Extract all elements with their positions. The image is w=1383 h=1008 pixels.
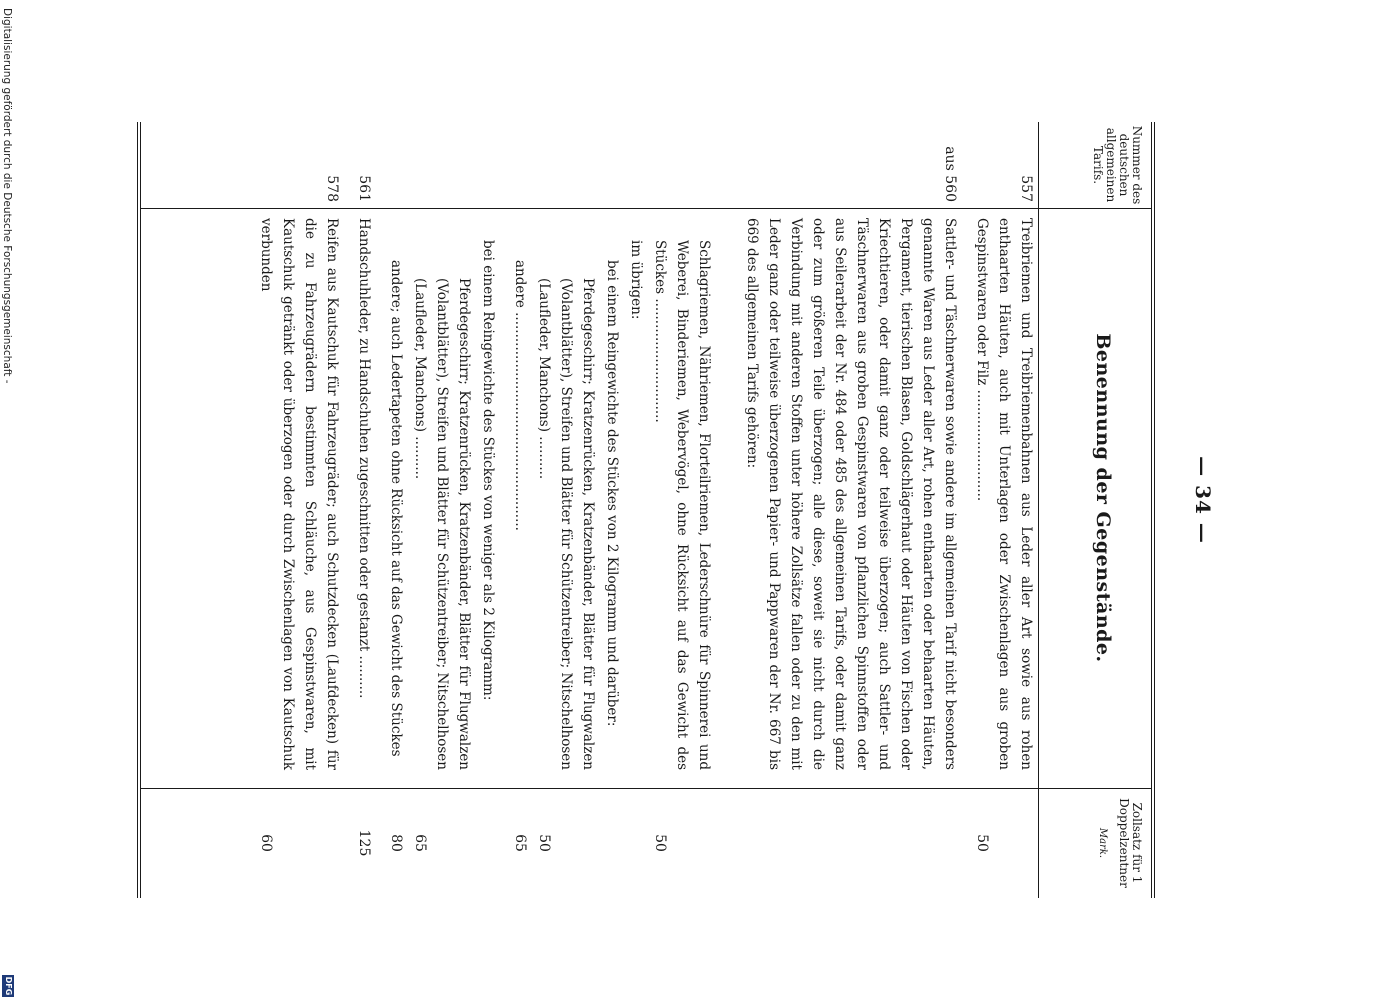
item-description: Pferdegeschirr; Kratzenrücken, Kratzenbänder, Blätter für Flugwalzen (Volantblätter), Streifen und Blätter für Schützentreiber; Nitschelhosen (Laufleder, Manchons) ..........: [536, 278, 596, 770]
header-name: Benennung der Gegenstände.: [1092, 333, 1114, 663]
header-rate-unit: Mark.: [1097, 827, 1108, 859]
tariff-number: 578: [324, 175, 340, 202]
duty-rate: 125: [356, 829, 372, 857]
duty-rate: 65: [512, 834, 528, 852]
digitization-credit: Digitalisierung gefördert durch die Deutsche Forschungsgemeinschaft -: [1, 8, 13, 384]
row-spacer: [715, 122, 741, 898]
item-description: bei einem Reingewichte des Stückes von 2 Kilogramm und darüber:: [604, 260, 620, 727]
header-rate: [1096, 788, 1143, 898]
header-number: Nummer des deutschen allgemeinen Tarifs.: [1091, 125, 1144, 205]
header-divider-1: [1039, 208, 1151, 209]
tariff-number: 561: [356, 175, 372, 202]
row-spacer: [375, 122, 385, 898]
item-description: Pferdegeschirr; Kratzenrücken, Kratzenbänder, Blätter für Flugwalzen (Volantblätter), Streifen und Blätter für Schützentreiber; Nitschelhosen (Laufleder, Manchons) ..........: [412, 278, 472, 770]
duty-rate: 60: [258, 834, 274, 852]
table-row: [255, 122, 343, 898]
tariff-number: aus 560: [942, 146, 958, 202]
dfg-logo: DFG: [4, 976, 13, 996]
duty-rate: 65: [412, 834, 428, 852]
item-description: andere ...................................................: [512, 260, 528, 531]
item-description: bei einem Reingewichte des Stückes von weniger als 2 Kilogramm:: [480, 240, 496, 701]
page-header: [1191, 80, 1215, 920]
item-description: andere; auch Ledertapeten ohne Rücksicht auf das Gewicht des Stückes: [388, 260, 404, 757]
item-description: Reifen aus Kautschuk für Fahrzeugräder; auch Schutzdecken (Laufdecken) für die zu Fahrzeugrädern bestimmten Schläuche, aus Gespinstwaren, mit Kautschuk getränkt oder überzogen oder durch Zwischenlagen von Kautschuk verbunden: [258, 218, 340, 770]
table-row: [477, 122, 499, 898]
item-description: Handschuhleder, zu Handschuhen zugeschnitten oder gestanzt ..........: [356, 218, 372, 699]
row-spacer: [499, 122, 509, 898]
item-description: Treibriemen und Treibriemenbahnen aus Leder aller Art sowie aus rohen enthaarten Häuten, auch mit Unterlagen oder Zwischenlagen aus groben Gespinstwaren oder Filz ..........................: [974, 218, 1034, 770]
table-body: [255, 122, 1037, 898]
header-divider-2: [1039, 788, 1151, 789]
page-number: — 34 —: [1191, 456, 1215, 544]
row-spacer: [961, 122, 971, 898]
table-row: [649, 122, 715, 898]
table-row: [533, 122, 599, 898]
table-row: [353, 122, 375, 898]
item-description: Schlagriemen, Nähriemen, Florteilriemen, Lederschnüre für Spinnerei und Weberei, Binderiemen, Webervögel, ohne Rücksicht auf das Gewicht des Stückes .............................: [652, 240, 712, 770]
table-row: [601, 122, 623, 898]
header-rate-label: Zollsatz für 1 Doppelzentner: [1117, 798, 1144, 888]
table-row: [509, 122, 531, 898]
table-row: [741, 122, 961, 898]
table-row: [971, 122, 1037, 898]
tariff-table: [137, 122, 1155, 898]
row-spacer: [343, 122, 353, 898]
duty-rate: 80: [388, 834, 404, 852]
table-row: [385, 122, 407, 898]
tariff-number: 557: [1018, 175, 1034, 202]
item-description: im übrigen:: [628, 240, 644, 320]
table-header: [1038, 122, 1151, 898]
table-row: [625, 122, 647, 898]
duty-rate: 50: [652, 834, 668, 852]
item-description: Sattler- und Täschnerwaren sowie andere im allgemeinen Tarif nicht besonders genannte Waren aus Leder aller Art, rohen enthaarten oder behaarten Häuten, Pergament, tierischen Blasen, Goldschlägerhaut oder Häuten von Fischen oder Kriechtieren, oder damit ganz oder teilweise überzogen; auch Sattler- und Täschnerwaren aus groben Gespinstwaren von pflanzlichen Spinnstoffen oder aus Seilerarbeit der Nr. 484 oder 485 des allgemeinen Tarifs, oder damit ganz oder zum größeren Teile überzogen; alle diese, soweit sie nicht durch die Verbindung mit anderen Stoffen unter höhere Zollsätze fallen oder zu den mit Leder ganz oder teilweise überzogenen Papier- und Pappwaren der Nr. 667 bis 669 des allgemeinen Tarifs gehören:: [744, 218, 958, 770]
table-row: [409, 122, 475, 898]
duty-rate: 50: [974, 834, 990, 852]
duty-rate: 50: [536, 834, 552, 852]
